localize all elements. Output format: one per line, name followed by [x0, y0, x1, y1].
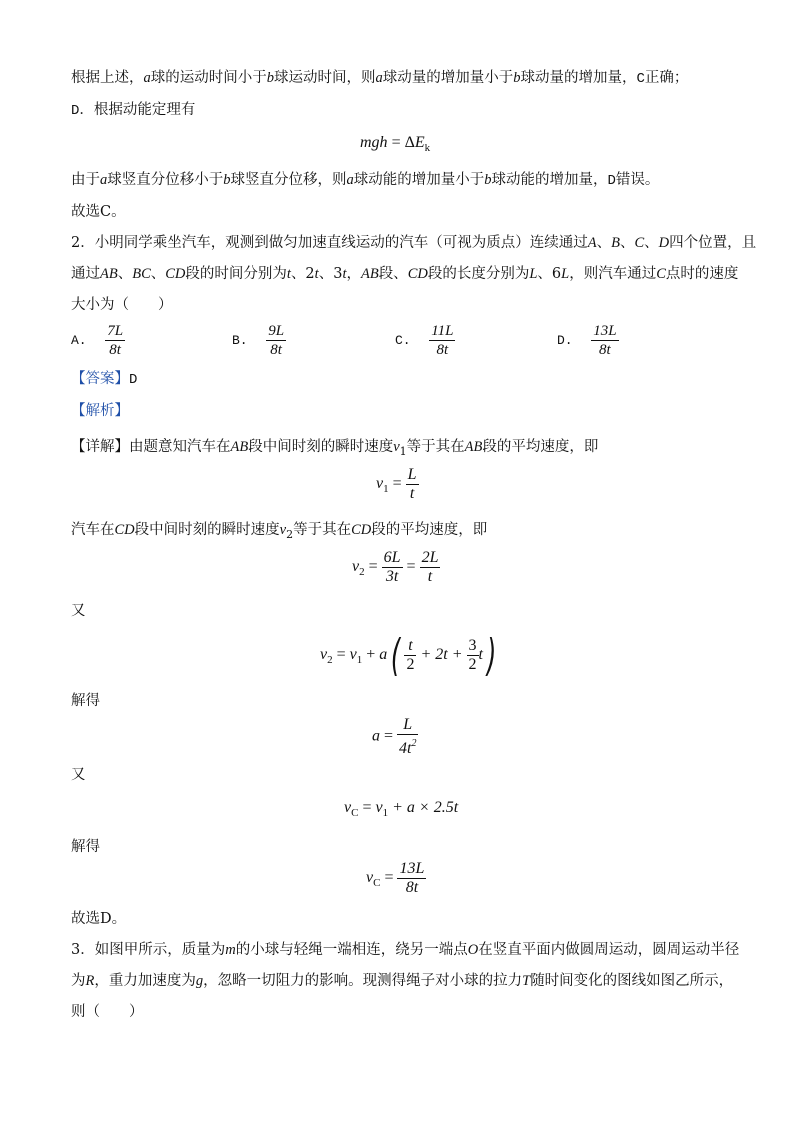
var: R — [85, 973, 95, 989]
eq-term: v — [349, 646, 357, 664]
text-line — [71, 100, 195, 121]
eq-sub: 1 — [383, 483, 389, 496]
var: CD — [114, 522, 135, 538]
var: BC — [132, 266, 151, 282]
answer-value: D — [129, 372, 138, 388]
eq-term: a — [372, 727, 380, 745]
equation-energy — [360, 134, 430, 154]
option-fraction — [591, 322, 618, 359]
text: 段中间时刻的瞬时速度 — [248, 439, 394, 455]
var-sub: 1 — [399, 445, 407, 458]
text-line — [71, 909, 126, 929]
text: ，重力加速度为 — [94, 973, 196, 989]
fraction-numerator: 6L — [383, 549, 401, 566]
fraction — [397, 716, 418, 758]
option-letter: D — [607, 173, 616, 189]
fraction-denominator — [397, 735, 418, 758]
eq-term: v — [376, 475, 384, 493]
var-a: a — [375, 70, 383, 86]
eq-sub: 1 — [356, 654, 363, 667]
text: 由题意知汽车在 — [129, 439, 231, 455]
var: t — [314, 266, 319, 282]
text: 段的时间分别为 — [185, 266, 287, 282]
equation-vc-expression — [344, 799, 458, 819]
text: 解得 — [71, 693, 100, 709]
eq-sub: 2 — [327, 654, 333, 667]
text-line — [71, 765, 86, 785]
fraction-denominator: 8t — [599, 342, 611, 358]
option-label: D. — [557, 333, 573, 348]
fraction-numerator: 9L — [268, 323, 285, 339]
equation-v1 — [376, 466, 419, 503]
var: C — [634, 235, 645, 251]
text-line — [71, 520, 487, 545]
text: 点时的速度 — [665, 266, 739, 282]
eq-term: = — [380, 869, 398, 887]
fraction-denominator: 8t — [109, 342, 121, 358]
text: 等于其在 — [406, 439, 465, 455]
fraction-denominator: 3t — [385, 568, 399, 585]
var-a: a — [346, 172, 354, 188]
var-b: b — [223, 172, 231, 188]
detail-label: 【详解】 — [71, 439, 129, 455]
eq-term: = — [332, 646, 350, 664]
eq-sub: C — [351, 807, 359, 819]
eq-sub: 2 — [359, 566, 365, 579]
eq-term: + 2t + — [416, 646, 467, 664]
fraction-denominator: 8t — [405, 879, 419, 896]
option-a — [71, 322, 125, 359]
text: 段的平均速度，即 — [482, 439, 599, 455]
text: ，则汽车通过 — [569, 266, 657, 282]
eq-term: E — [414, 134, 425, 151]
equation-a — [372, 716, 418, 758]
fraction — [406, 466, 419, 503]
text: 、6 — [537, 266, 562, 282]
text: 球动能的增加量， — [491, 172, 608, 188]
var: t — [286, 266, 291, 282]
option-c — [395, 322, 455, 359]
fraction-numerator: 13L — [399, 860, 425, 877]
var-sub: 2 — [286, 528, 294, 541]
var: L — [529, 266, 538, 282]
answer-label: 【答案】 — [71, 371, 129, 387]
question-number: 2 — [71, 235, 81, 251]
var: C — [656, 266, 666, 282]
text: 通过 — [71, 266, 100, 282]
text: 球动量的增加量小于 — [382, 70, 514, 86]
fraction-denominator: 2 — [406, 656, 415, 673]
option-label: C. — [395, 333, 411, 348]
eq-term: mgh — [360, 134, 388, 151]
text: 、 — [117, 266, 133, 282]
option-fraction — [266, 322, 286, 359]
var: CD — [407, 266, 428, 282]
eq-term: = Δ — [387, 134, 415, 151]
fraction — [382, 549, 403, 586]
option-label: B. — [232, 333, 248, 348]
text: 段的长度分别为 — [427, 266, 530, 282]
var: m — [225, 942, 236, 958]
eq-term: = — [364, 558, 382, 576]
var: g — [195, 973, 204, 989]
question-2-line-3 — [71, 295, 173, 315]
fraction-numerator: L — [397, 716, 418, 735]
text-line — [71, 202, 126, 222]
var: AB — [100, 266, 118, 282]
var: D — [658, 235, 670, 251]
var: AB — [360, 266, 379, 282]
text: 球竖直分位移，则 — [230, 172, 347, 188]
fraction-numerator: 3 — [468, 637, 477, 654]
text-line — [71, 170, 659, 191]
text: 等于其在 — [293, 522, 352, 538]
text: 球运动时间，则 — [274, 70, 376, 86]
eq-sub: C — [373, 877, 381, 890]
fraction-numerator: t — [404, 637, 416, 656]
var: t — [342, 266, 347, 282]
var-a: a — [100, 172, 108, 188]
question-2-line-1 — [71, 233, 756, 253]
eq-term: t — [478, 646, 483, 664]
text: 四个位置，且 — [669, 235, 757, 251]
fraction — [404, 637, 416, 674]
eq-term: = — [402, 558, 420, 576]
eq-term: v — [375, 799, 383, 816]
text: 段的平均速度，即 — [371, 522, 488, 538]
fraction — [397, 860, 426, 897]
text: 故选C。 — [71, 204, 126, 220]
fraction-numerator: 2L — [421, 549, 439, 566]
text: 球动量的增加量， — [520, 70, 637, 86]
text: ．根据动能定理有 — [79, 102, 196, 118]
eq-term: v — [320, 646, 328, 664]
left-paren: ( — [391, 630, 401, 681]
var: B — [611, 235, 620, 251]
denominator-term: 4t — [399, 740, 412, 757]
var-b: b — [484, 172, 492, 188]
equation-vc-result — [366, 860, 426, 897]
text: 、 — [596, 235, 612, 251]
fraction-denominator: t — [427, 568, 433, 585]
fraction-numerator: 13L — [593, 323, 617, 339]
var: T — [522, 973, 531, 989]
text: 的小球与轻绳一端相连，绕另一端点 — [235, 942, 468, 958]
equation-v2-expansion — [320, 630, 500, 681]
analysis-line — [71, 401, 129, 421]
text: ，忽略一切阻力的影响。现测得绳子对小球的拉力 — [203, 973, 523, 989]
text: 又 — [71, 767, 86, 783]
fraction-denominator: 2 — [468, 656, 477, 673]
question-3-line-3 — [71, 1002, 144, 1022]
text: ．如图甲所示，质量为 — [80, 942, 226, 958]
var: CD — [351, 522, 372, 538]
text: 解得 — [71, 839, 100, 855]
eq-term: = — [380, 727, 398, 745]
exponent: 2 — [411, 738, 417, 749]
text: 、3 — [318, 266, 343, 282]
fraction-denominator: 8t — [436, 342, 449, 358]
text: 根据上述， — [71, 70, 144, 86]
option-letter: D — [71, 103, 80, 119]
eq-term: = — [388, 475, 406, 493]
text: 、 — [644, 235, 659, 251]
fraction-numerator: 7L — [107, 323, 124, 339]
text-line — [71, 601, 86, 621]
text: 球的运动时间小于 — [150, 70, 267, 86]
text: 汽车在 — [71, 522, 115, 538]
text: 为 — [71, 973, 86, 989]
fraction-numerator: 11L — [431, 323, 454, 339]
var: AB — [464, 439, 483, 455]
eq-term: v — [352, 558, 360, 576]
text-line — [71, 837, 100, 857]
answer-line — [71, 369, 137, 390]
eq-sub: 1 — [382, 807, 389, 819]
question-2-line-2 — [71, 264, 738, 284]
text: 又 — [71, 603, 86, 619]
text: 正确； — [644, 70, 689, 86]
question-3-line-1 — [71, 940, 739, 960]
fraction-numerator: L — [407, 466, 417, 483]
eq-term: a — [379, 646, 388, 664]
text: 大小为（ ） — [71, 297, 173, 313]
fraction — [467, 637, 479, 674]
eq-term: = — [358, 799, 376, 816]
detail-line — [71, 437, 598, 462]
text: ， — [346, 266, 361, 282]
text: 、 — [150, 266, 166, 282]
text: 、2 — [290, 266, 315, 282]
eq-term: + — [362, 646, 380, 664]
text-line — [71, 68, 688, 89]
eq-term: v — [344, 799, 352, 816]
fraction-denominator: 8t — [270, 342, 282, 358]
text: 球竖直分位移小于 — [107, 172, 224, 188]
fraction — [420, 549, 441, 586]
text: 段中间时刻的瞬时速度 — [134, 522, 280, 538]
text: 、 — [619, 235, 635, 251]
text-line — [71, 691, 100, 711]
var: O — [467, 942, 479, 958]
option-d — [557, 322, 619, 359]
var: v — [279, 522, 287, 538]
option-b — [232, 322, 286, 359]
var: A — [587, 235, 597, 251]
eq-term: v — [366, 869, 374, 887]
fraction-denominator: t — [409, 485, 415, 502]
option-fraction — [105, 322, 125, 359]
var: CD — [165, 266, 186, 282]
text: 球动能的增加量小于 — [353, 172, 485, 188]
text: 段、 — [378, 266, 408, 282]
var-b: b — [513, 70, 521, 86]
var-b: b — [266, 70, 274, 86]
analysis-label: 【解析】 — [71, 403, 129, 419]
text: 由于 — [71, 172, 100, 188]
text: 在竖直平面内做圆周运动，圆周运动半径 — [478, 942, 740, 958]
text: 则（ ） — [71, 1004, 144, 1020]
var: v — [393, 439, 400, 455]
equation-v2 — [352, 549, 440, 586]
eq-sub: k — [424, 142, 431, 154]
text: 随时间变化的图线如图乙所示， — [530, 973, 734, 989]
text: 故选D。 — [71, 911, 127, 927]
right-paren: ) — [486, 630, 497, 681]
var: L — [561, 266, 570, 282]
option-fraction — [429, 322, 455, 359]
var: AB — [230, 439, 249, 455]
text: ．小明同学乘坐汽车，观测到做匀加速直线运动的汽车（可视为质点）连续通过 — [80, 235, 588, 251]
var-a: a — [143, 70, 151, 86]
option-label: A. — [71, 333, 87, 348]
text: 错误。 — [615, 172, 660, 188]
question-number: 3 — [71, 942, 81, 958]
eq-term: + a × 2.5t — [388, 799, 459, 816]
option-letter: C — [636, 71, 645, 87]
question-3-line-2 — [71, 971, 733, 991]
